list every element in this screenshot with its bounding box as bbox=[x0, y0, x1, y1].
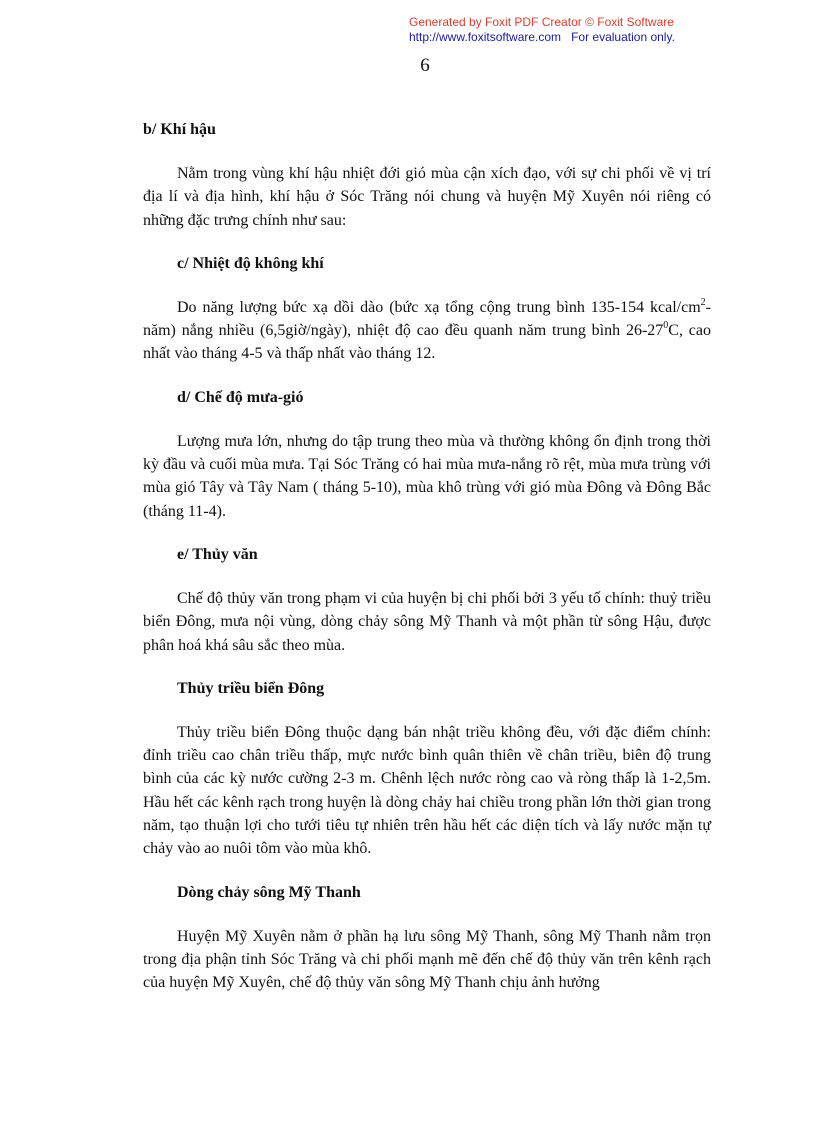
heading-che-do-mua-gio: d/ Chế độ mưa-gió bbox=[177, 388, 304, 406]
superscript-0: 0 bbox=[663, 319, 669, 331]
heading-khi-hau: b/ Khí hậu bbox=[143, 121, 216, 138]
watermark-generator-text: Generated by Foxit PDF Creator © Foxit Software bbox=[409, 15, 674, 29]
heading-thuy-van: e/ Thủy văn bbox=[177, 545, 258, 563]
page-number: 6 bbox=[420, 55, 430, 76]
heading-dong-chay-song-my-thanh: Dòng chảy sông Mỹ Thanh bbox=[177, 883, 361, 901]
paragraph-khi-hau: Nằm trong vùng khí hậu nhiệt đới gió mùa cận xích đạo, với sự chi phối về vị trí địa lí và địa hình, khí hậu ở Sóc Trăng nói chung và huyện Mỹ Xuyên nói riêng có những đặc trưng chính như sau: bbox=[143, 165, 711, 229]
document-body bbox=[143, 118, 711, 995]
watermark-url[interactable]: http://www.foxitsoftware.com bbox=[409, 30, 562, 44]
foxit-watermark bbox=[409, 15, 709, 45]
paragraph-che-do-mua-gio: Lượng mưa lớn, nhưng do tập trung theo mùa và thường không ổn định trong thời kỳ đầu và cuối mùa mưa. Tại Sóc Trăng có hai mùa mưa-nắng rõ rệt, mùa mưa trùng với mùa gió Tây và Tây Nam ( tháng 5-10), mùa khô trùng với gió mùa Đông và Đông Bắc (tháng 11-4). bbox=[143, 432, 711, 520]
watermark-evaluation-note: For evaluation only. bbox=[571, 30, 675, 44]
nhiet-do-text-part3: C, cao nhất vào tháng 4-5 và thấp nhất vào tháng 12. bbox=[143, 322, 712, 363]
superscript-2: 2 bbox=[700, 296, 706, 308]
heading-thuy-trieu-bien-dong: Thủy triều biển Đông bbox=[177, 679, 325, 697]
watermark-url-line bbox=[409, 30, 709, 45]
paragraph-thuy-van: Chế độ thủy văn trong phạm vi của huyện bị chi phối bởi 3 yếu tố chính: thuỷ triều biển Đông, mưa nội vùng, dòng chảy sông Mỹ Thanh và một phần từ sông Hậu, được phân hoá khá sâu sắc theo mùa. bbox=[143, 589, 711, 654]
paragraph-thuy-trieu-bien-dong: Thủy triều biển Đông thuộc dạng bán nhật triều không đều, với đặc điểm chính: đỉnh triều cao chân triều thấp, mực nước bình quân thiên về chân triều, biên độ trung bình của các kỳ nước cường 2-3 m. Chênh lệch nước ròng cao và ròng thấp là 1-2,5m. Hầu hết các kênh rạch trong huyện là dòng chảy hai chiều trong phần lớn thời gian trong năm, tạo thuận lợi cho tưới tiêu tự nhiên trên hầu hết các diện tích và lấy nước mặn tự chảy vào ao nuôi tôm vào mùa khô. bbox=[143, 723, 711, 858]
heading-nhiet-do: c/ Nhiệt độ không khí bbox=[177, 254, 324, 272]
nhiet-do-text-part2: -năm) nắng nhiều (6,5giờ/ngày), nhiệt độ cao đều quanh năm trung bình 26-27 bbox=[143, 298, 711, 340]
nhiet-do-text-part1: Do năng lượng bức xạ dồi dào (bức xạ tổng cộng trung bình 135-154 kcal/cm bbox=[177, 298, 701, 316]
paragraph-dong-chay-song-my-thanh: Huyện Mỹ Xuyên nằm ở phần hạ lưu sông Mỹ Thanh, sông Mỹ Thanh nằm trọn trong địa phận tỉnh Sóc Trăng và chi phối mạnh mẽ đến chế độ thủy văn trên kênh rạch của huyện Mỹ Xuyên, chế độ thủy văn sông Mỹ Thanh chịu ảnh hưởng bbox=[143, 927, 711, 992]
paragraph-nhiet-do bbox=[143, 296, 711, 366]
